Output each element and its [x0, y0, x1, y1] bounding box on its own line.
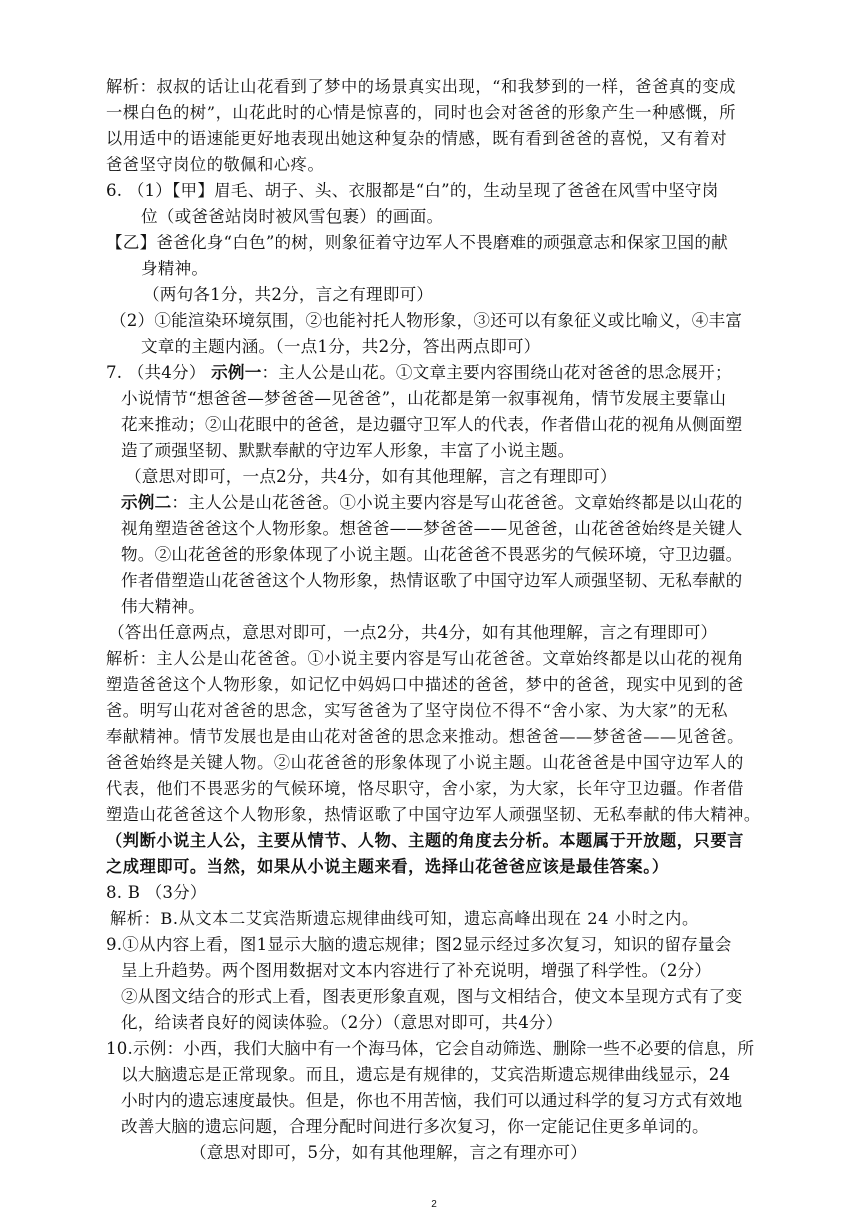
- text-line: 塑造山花爸爸这个人物形象，热情讴歌了中国守边军人顽强坚韧、无私奉献的伟大精神。: [106, 805, 761, 824]
- text-line: 解析：B.从文本二艾宾浩斯遗忘规律曲线可知，遗忘高峰出现在 24 小时之内。: [110, 909, 699, 928]
- text-line: （意思对即可，5分，如有其他理解，言之有理亦可）: [190, 1143, 588, 1162]
- text-line: （两句各1分，共2分，言之有理即可）: [143, 285, 434, 304]
- text-line: 以大脑遗忘是正常现象。而且，遗忘是有规律的，艾宾浩斯遗忘规律曲线显示，24: [121, 1065, 731, 1084]
- text-line: 作者借塑造山花爸爸这个人物形象，热情讴歌了中国守边军人顽强坚韧、无私奉献的: [121, 571, 743, 590]
- text-line: 物。②山花爸爸的形象体现了小说主题。山花爸爸不畏恶劣的气候环境，守卫边疆。: [121, 545, 743, 564]
- text-line: （判断小说主人公，主要从情节、人物、主题的角度去分析。本题属于开放题，只要言: [106, 831, 744, 850]
- text-line: （答出任意两点，意思对即可，一点2分，共4分，如有其他理解，言之有理即可）: [108, 623, 718, 642]
- text-line: 7. （共4分） 示例一：主人公是山花。①文章主要内容围绕山花对爸爸的思念展开；: [106, 362, 732, 382]
- text-line: 解析：叔叔的话让山花看到了梦中的场景真实出现，“和我梦到的一样，爸爸真的变成: [106, 77, 737, 96]
- text-line: 示例二：主人公是山花爸爸。①小说主要内容是写山花爸爸。文章始终都是以山花的: [121, 492, 743, 512]
- text-line: 化，给读者良好的阅读体验。（2分）（意思对即可，共4分）: [121, 1013, 563, 1032]
- text-line: 6. （1）【甲】眉毛、胡子、头、衣服都是“白”的，生动呈现了爸爸在风雪中坚守岗: [106, 181, 719, 200]
- text-line: 造了顽强坚韧、默默奉献的守边军人形象，丰富了小说主题。: [121, 441, 575, 460]
- text-line: 文章的主题内涵。（一点1分，共2分，答出两点即可）: [141, 337, 541, 356]
- text-line: 改善大脑的遗忘问题，合理分配时间进行多次复习，你一定能记住更多单词的。: [121, 1117, 709, 1136]
- text-line: 奉献精神。情节发展也是由山花对爸爸的思念来推动。想爸爸——梦爸爸——见爸爸。: [106, 727, 744, 746]
- text-line: 呈上升趋势。两个图用数据对文本内容进行了补充说明，增强了科学性。（2分）: [121, 961, 712, 980]
- text-line: 伟大精神。: [121, 597, 205, 616]
- text-line: （2）①能渲染环境氛围，②也能衬托人物形象，③还可以有象征义或比喻义，④丰富: [110, 311, 743, 330]
- text-line: 小说情节“想爸爸—梦爸爸—见爸爸”，山花都是第一叙事视角，情节发展主要靠山: [121, 389, 727, 408]
- text-line: 解析：主人公是山花爸爸。①小说主要内容是写山花爸爸。文章始终都是以山花的视角: [106, 649, 744, 668]
- text-line: 花来推动；②山花眼中的爸爸，是边疆守卫军人的代表，作者借山花的视角从侧面塑: [121, 415, 743, 434]
- text-line: （意思对即可，一点2分，共4分，如有其他理解，言之有理即可）: [125, 467, 617, 486]
- page-number: 2: [431, 1199, 437, 1210]
- text-line: 小时内的遗忘速度最快。但是，你也不用苦恼，我们可以通过科学的复习方式有效地: [121, 1091, 743, 1110]
- text-line: 视角塑造爸爸这个人物形象。想爸爸——梦爸爸——见爸爸，山花爸爸始终是关键人: [121, 519, 743, 538]
- text-line: 【乙】爸爸化身“白色”的树，则象征着守边军人不畏磨难的顽强意志和保家卫国的献: [106, 233, 728, 252]
- text-line: 之成理即可。当然，如果从小说主题来看，选择山花爸爸应该是最佳答案。）: [106, 857, 669, 876]
- text-line: ②从图文结合的形式上看，图表更形象直观，图与文相结合，使文本呈现方式有了变: [121, 987, 743, 1006]
- text-line: 位（或爸爸站岗时被风雪包裹）的画面。: [141, 207, 444, 226]
- text-line: 10.示例：小西，我们大脑中有一个海马体，它会自动筛选、删除一些不必要的信息，所: [106, 1039, 755, 1058]
- text-line: 代表，他们不畏恶劣的气候环境，恪尽职守，舍小家，为大家，长年守卫边疆。作者借: [106, 779, 744, 798]
- text-line: 爸爸始终是关键人物。②山花爸爸的形象体现了小说主题。山花爸爸是中国守边军人的: [106, 753, 744, 772]
- text-line: 9.①从内容上看，图1显示大脑的遗忘规律；图2显示经过多次复习，知识的留存量会: [106, 935, 732, 954]
- text-line: 以用适中的语速能更好地表现出她这种复杂的情感，既有看到爸爸的喜悦，又有着对: [106, 129, 728, 148]
- text-line: 塑造爸爸这个人物形象，如记忆中妈妈口中描述的爸爸，梦中的爸爸，现实中见到的爸: [106, 675, 744, 694]
- text-line: 爸。明写山花对爸爸的思念，实写爸爸为了坚守岗位不得不“舍小家、为大家”的无私: [106, 701, 729, 720]
- text-line: 一棵白色的树”，山花此时的心情是惊喜的，同时也会对爸爸的形象产生一种感慨，所: [106, 103, 737, 122]
- text-line: 身精神。: [141, 259, 209, 278]
- text-line: 8. B （3分）: [106, 883, 207, 902]
- text-line: 爸爸坚守岗位的敬佩和心疼。: [106, 155, 325, 174]
